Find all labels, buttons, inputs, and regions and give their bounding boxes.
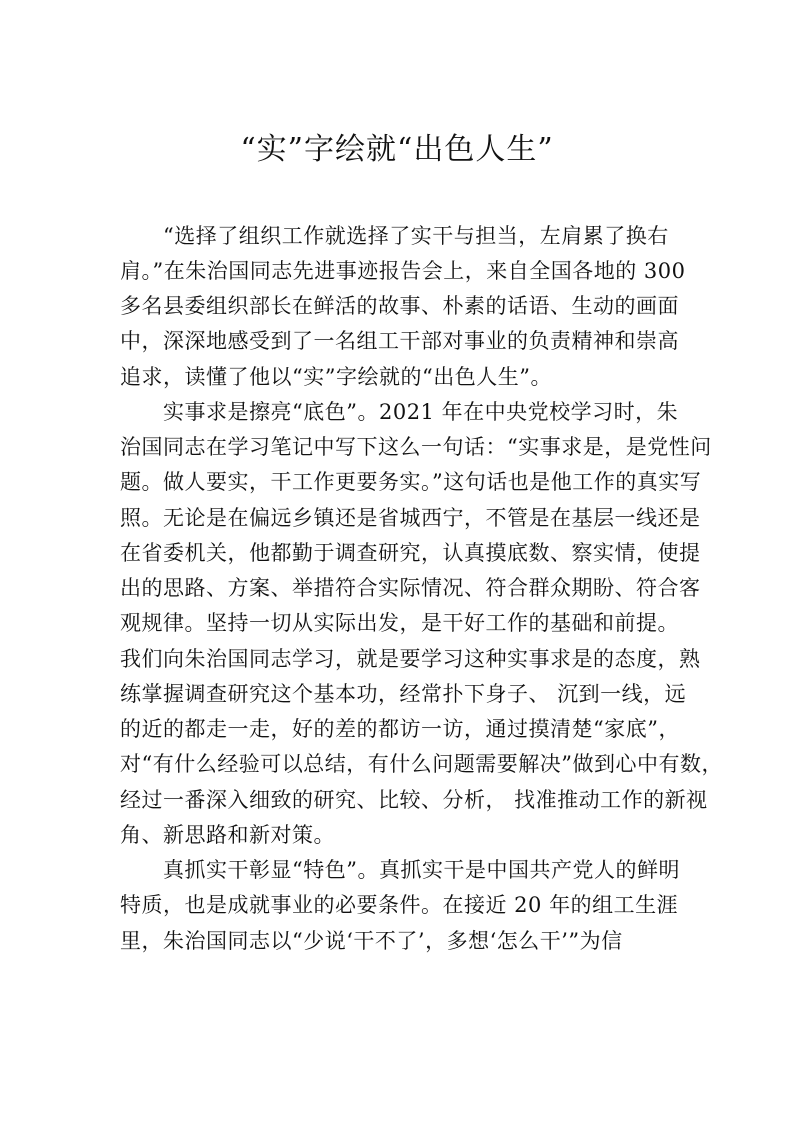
paragraph-line: 练掌握调查研究这个基本功，经常扑下身子、 沉到一线，远	[120, 682, 687, 706]
paragraph-line: 照。无论是在偏远乡镇还是省城西宁，不管是在基层一线还是	[120, 506, 701, 530]
paragraph-line: 经过一番深入细致的研究、比较、分析， 找准推动工作的新视	[120, 788, 708, 812]
paragraph-line: 在省委机关，他都勤于调查研究，认真摸底数、察实情，使提	[120, 541, 701, 565]
paragraph-line: 实事求是擦亮“底色”。2021 年在中央党校学习时，朱	[163, 400, 679, 424]
paragraph-line: 多名县委组织部长在鲜活的故事、朴素的话语、生动的画面	[120, 294, 679, 318]
document-title: “实”字绘就“出色人生”	[240, 132, 554, 167]
paragraph-line: 真抓实干彰显“特色”。真抓实干是中国共产党人的鲜明	[163, 858, 680, 882]
paragraph-line: 的近的都走一走，好的差的都访一访，通过摸清楚“家底”，	[120, 717, 680, 741]
paragraph-line: 观规律。坚持一切从实际出发，是干好工作的基础和前提。	[120, 611, 679, 635]
paragraph-line: 对“有什么经验可以总结，有什么问题需要解决”做到心中有数，	[120, 752, 723, 776]
paragraph-line: 出的思路、方案、举措符合实际情况、符合群众期盼、符合客	[120, 576, 701, 600]
paragraph-line: 里，朱治国同志以“少说‘干不了’，多想‘怎么干’”为信	[120, 929, 623, 953]
paragraph-line: 中，深深地感受到了一名组工干部对事业的负责精神和崇高	[120, 329, 679, 353]
paragraph-line: “选择了组织工作就选择了实干与担当，左肩累了换右	[163, 224, 669, 248]
paragraph-line: 追求，读懂了他以“实”字绘就的“出色人生”。	[120, 365, 552, 389]
paragraph-line: 题。做人要实，干工作更要务实。”这句话也是他工作的真实写	[120, 470, 702, 494]
paragraph-line: 肩。”在朱治国同志先进事迹报告会上，来自全国各地的 300	[120, 259, 686, 283]
paragraph-line: 我们向朱治国同志学习，就是要学习这种实事求是的态度，熟	[120, 647, 701, 671]
paragraph-line: 特质，也是成就事业的必要条件。在接近 20 年的组工生涯	[120, 893, 679, 917]
paragraph-line: 治国同志在学习笔记中写下这么一句话：“实事求是，是党性问	[120, 435, 712, 459]
paragraph-line: 角、新思路和新对策。	[120, 823, 335, 847]
